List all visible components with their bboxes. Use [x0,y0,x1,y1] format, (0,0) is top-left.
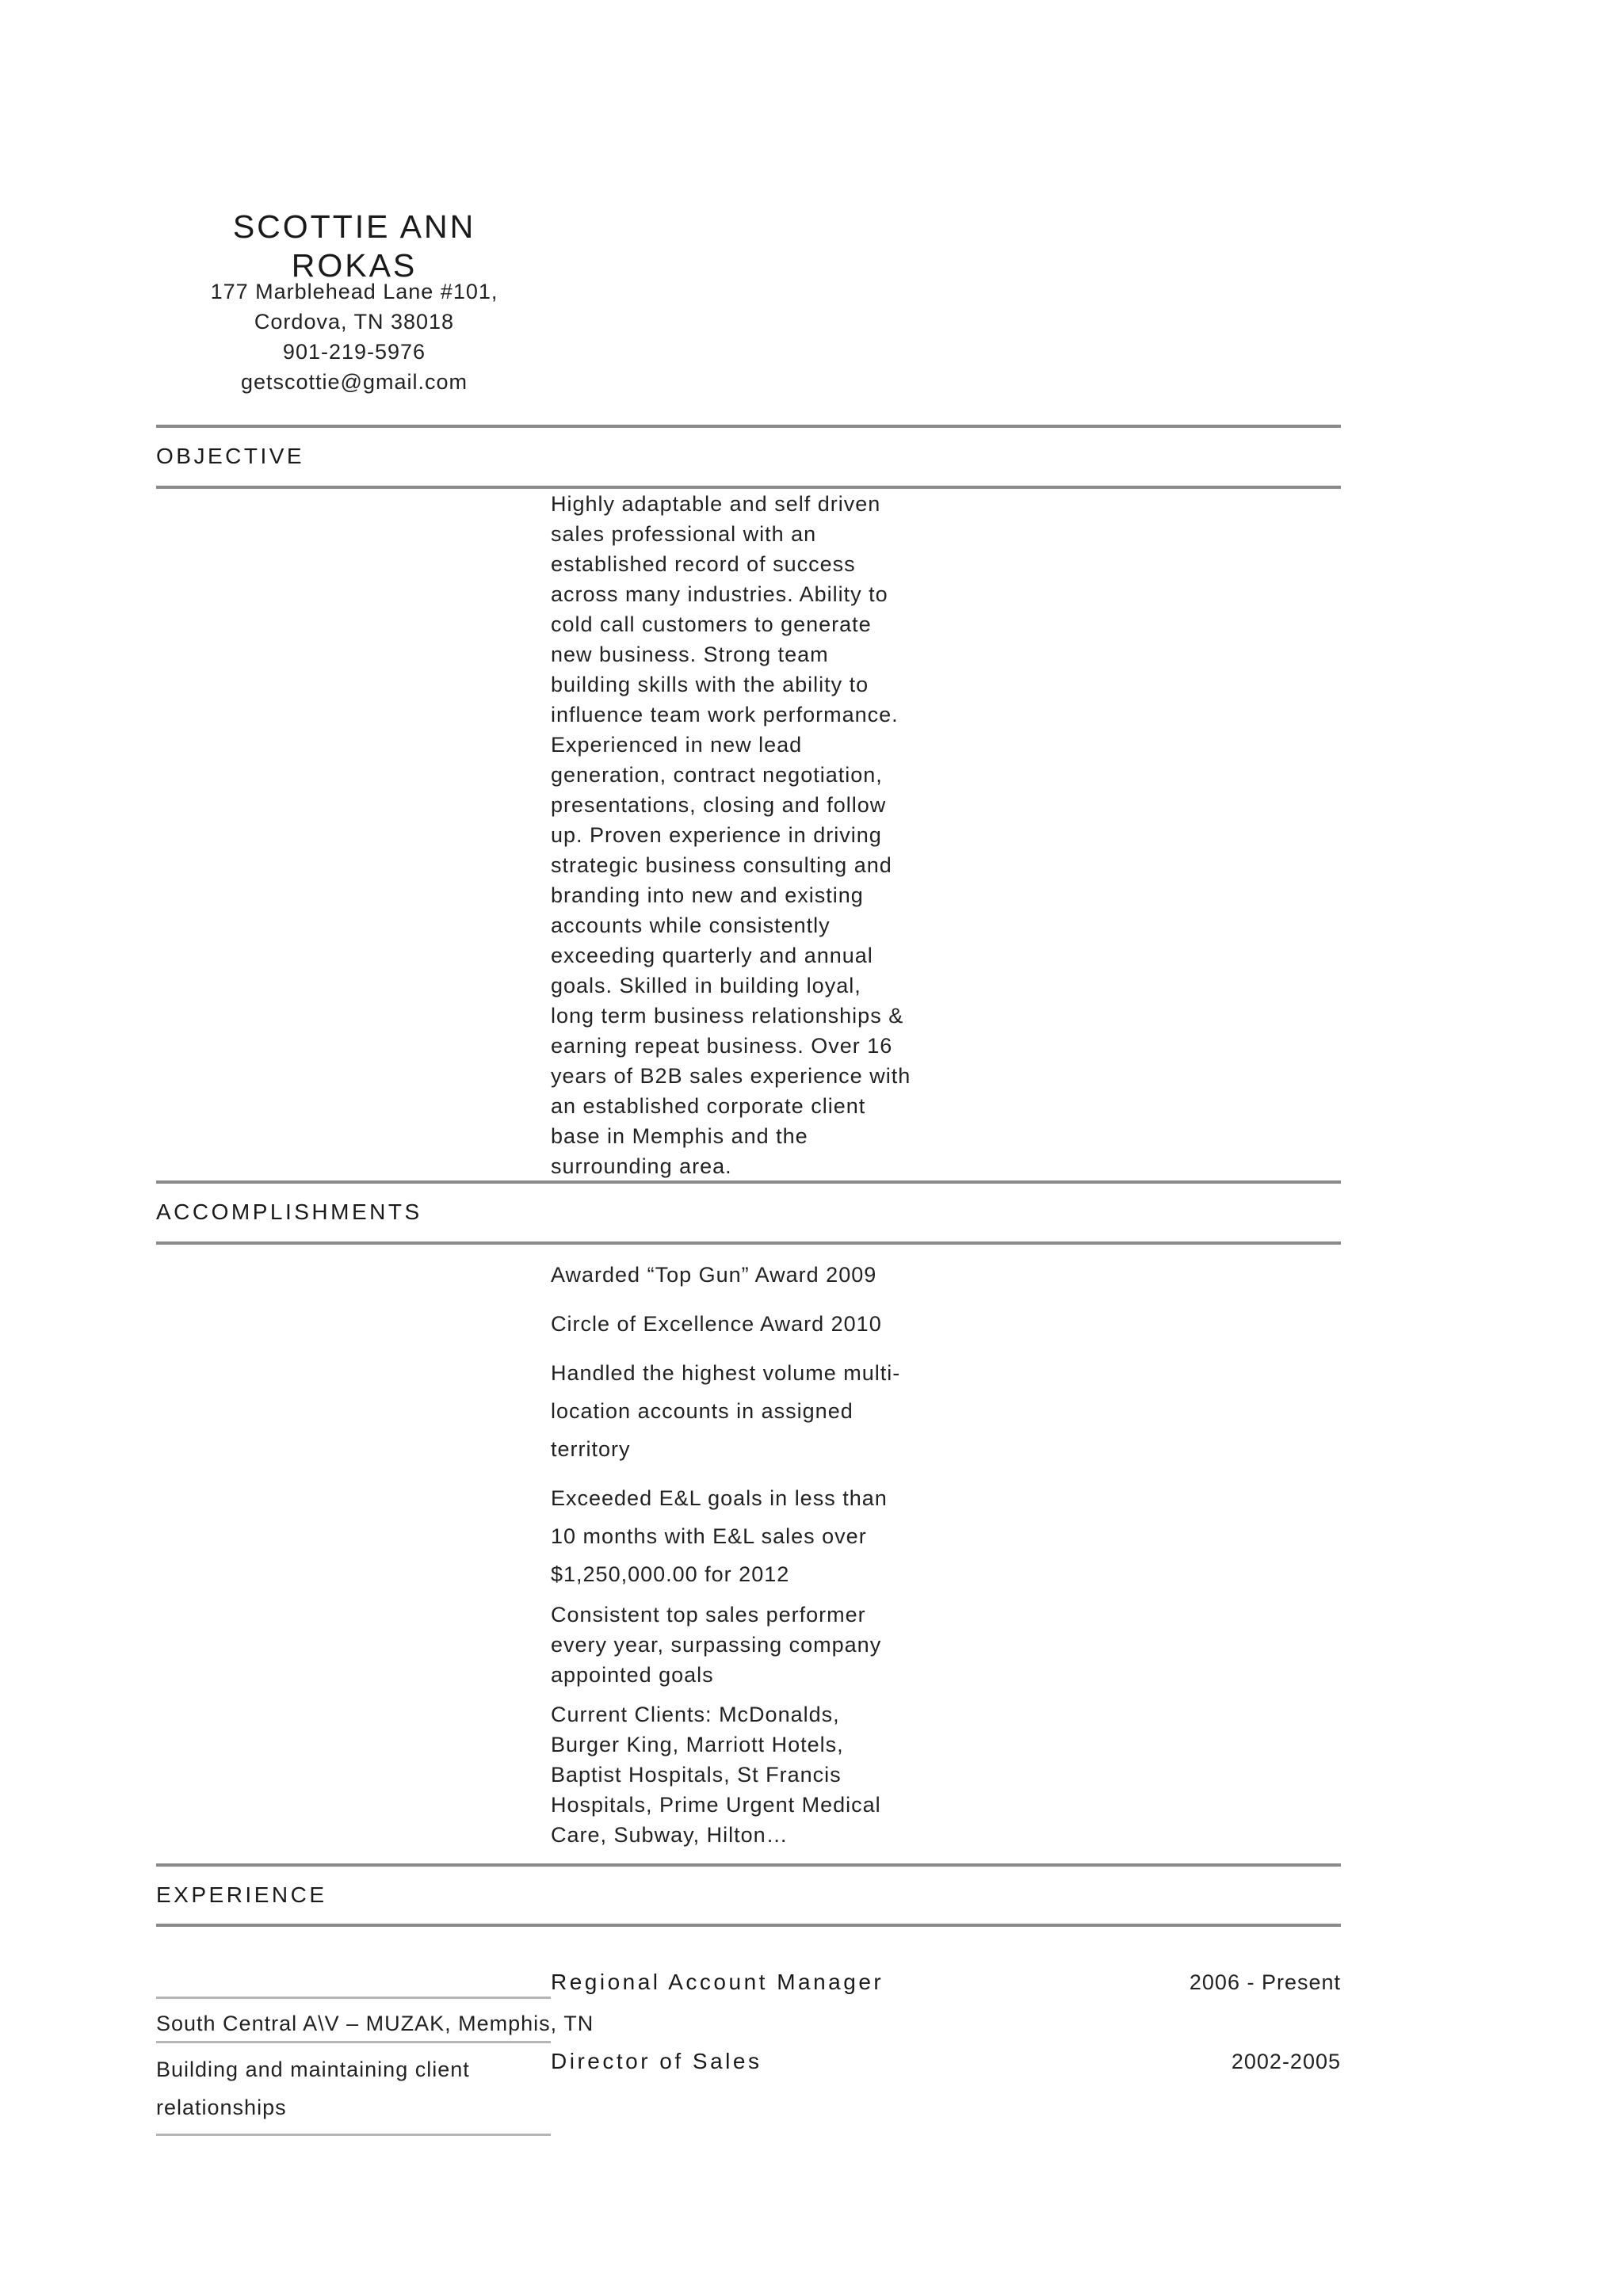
accomplishment-line: Circle of Excellence Award 2010 [551,1312,882,1336]
objective-line: long term business relationships & [551,1004,904,1028]
candidate-name-line1: SCOTTIE ANN [232,208,476,245]
accomplishment-item [551,1354,963,1468]
accomplishment-line: Handled the highest volume multi- [551,1361,901,1385]
objective-line: years of B2B sales experience with [551,1064,911,1088]
section-divider [156,1924,1341,1927]
objective-line: goals. Skilled in building loyal, [551,974,861,997]
accomplishment-line: Baptist Hospitals, St Francis [551,1763,842,1787]
accomplishment-item [551,1479,963,1593]
objective-line: generation, contract negotiation, [551,763,883,787]
objective-line: Experienced in new lead [551,733,803,757]
section-divider [156,1180,1341,1184]
accomplishment-line: Consistent top sales performer [551,1603,866,1627]
objective-line: exceeding quarterly and annual [551,944,873,967]
accomplishment-item [551,1699,963,1850]
objective-heading: OBJECTIVE [156,444,305,468]
accomplishment-line: appointed goals [551,1663,714,1687]
job-description-line: relationships [156,2096,287,2119]
objective-line: sales professional with an [551,522,817,546]
phone-number: 901-219-5976 [282,340,426,364]
objective-line: up. Proven experience in driving [551,823,882,847]
candidate-name-line2: ROKAS [291,247,418,284]
accomplishment-line: 10 months with E&L sales over [551,1524,867,1548]
section-divider [156,1863,1341,1867]
objective-line: cold call customers to generate [551,612,872,636]
job-company: South Central A\V – MUZAK, Memphis, TN [156,2012,594,2035]
objective-line: established record of success [551,552,856,576]
job-title: Regional Account Manager [551,1970,884,1994]
accomplishment-line: Current Clients: McDonalds, [551,1703,840,1726]
accomplishment-line: every year, surpassing company [551,1633,882,1657]
address-line2: Cordova, TN 38018 [254,310,455,334]
address-line1: 177 Marblehead Lane #101, [210,280,498,303]
objective-line: presentations, closing and follow [551,793,887,817]
accomplishment-line: $1,250,000.00 for 2012 [551,1562,790,1586]
objective-line: building skills with the ability to [551,673,869,696]
accomplishment-item [551,1256,963,1294]
objective-line: surrounding area. [551,1154,732,1178]
accomplishment-line: Hospitals, Prime Urgent Medical [551,1793,881,1817]
job-description [156,2050,470,2126]
accomplishment-line: Awarded “Top Gun” Award 2009 [551,1263,877,1287]
objective-line: across many industries. Ability to [551,582,888,606]
objective-text [551,489,963,1181]
accomplishments-heading: ACCOMPLISHMENTS [156,1199,422,1224]
email-address: getscottie@gmail.com [240,370,468,394]
objective-line: an established corporate client [551,1094,866,1118]
accomplishment-line: Burger King, Marriott Hotels, [551,1733,844,1756]
accomplishment-line: location accounts in assigned [551,1399,854,1423]
accomplishment-line: territory [551,1437,631,1461]
accomplishment-item [551,1305,963,1343]
objective-line: earning repeat business. Over 16 [551,1034,893,1058]
objective-line: strategic business consulting and [551,853,892,877]
objective-line: branding into new and existing [551,883,864,907]
objective-line: base in Memphis and the [551,1124,808,1148]
job-description-line: Building and maintaining client [156,2058,470,2081]
job-divider [156,1997,551,1999]
candidate-name [156,208,552,285]
job-divider [156,2134,551,2136]
accomplishment-item [551,1600,963,1690]
objective-line: accounts while consistently [551,913,831,937]
job-dates: 2006 - Present [1189,1970,1341,1994]
job-dates: 2002-2005 [1231,2050,1341,2073]
objective-line: influence team work performance. [551,703,899,727]
experience-heading: EXPERIENCE [156,1882,327,1907]
objective-line: Highly adaptable and self driven [551,492,881,516]
section-divider [156,1241,1341,1245]
accomplishment-line: Care, Subway, Hilton… [551,1823,789,1847]
objective-line: new business. Strong team [551,643,829,666]
job-title: Director of Sales [551,2049,762,2073]
job-divider [156,2041,551,2043]
section-divider [156,425,1341,428]
accomplishment-line: Exceeded E&L goals in less than [551,1486,888,1510]
